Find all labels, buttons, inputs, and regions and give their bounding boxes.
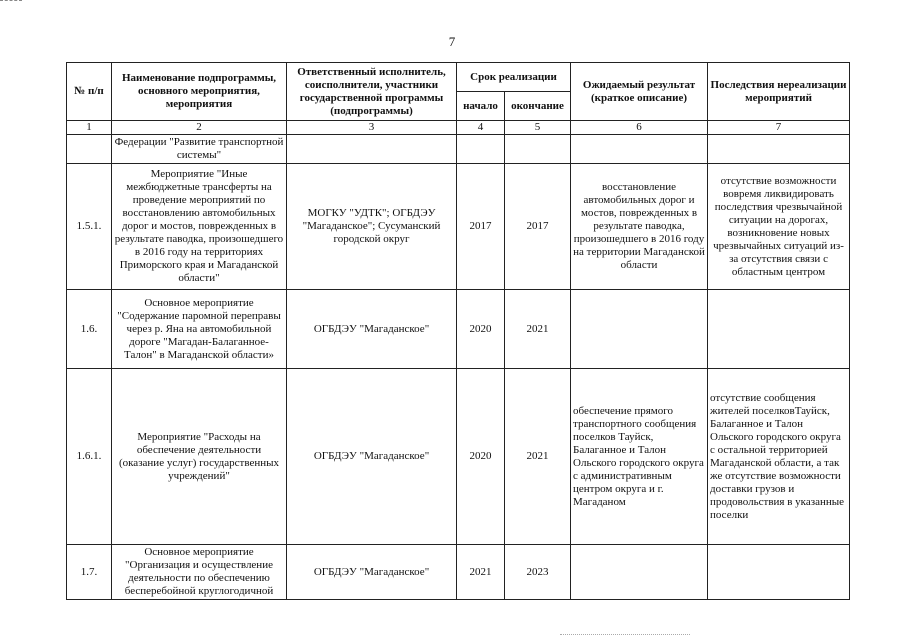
table-row xyxy=(67,369,850,545)
row-executor: ОГБДЭУ "Магаданское" xyxy=(287,545,457,600)
scan-edge-mark xyxy=(560,634,690,639)
header-result: Ожидаемый результат (краткое описание) xyxy=(571,63,708,121)
row-number: 1.5.1. xyxy=(67,164,112,290)
table-row xyxy=(67,545,850,600)
table-row xyxy=(67,290,850,369)
row-start: 2020 xyxy=(457,290,505,369)
column-number: 4 xyxy=(457,121,505,135)
column-number-row xyxy=(67,121,850,135)
row-start: 2020 xyxy=(457,369,505,545)
header-name: Наименование подпрограммы, основного мероприятия, мероприятия xyxy=(112,63,287,121)
column-number: 1 xyxy=(67,121,112,135)
row-start xyxy=(457,135,505,164)
row-consequences: отсутствие возможности вовремя ликвидировать последствия чрезвычайной ситуации на дорогах, возникновение новых чрезвычайных ситуаций из-за отсутствия связи с областным центром xyxy=(708,164,850,290)
page-number: 7 xyxy=(448,34,456,49)
table-row xyxy=(67,164,850,290)
header-term: Срок реализации xyxy=(457,63,571,92)
program-table xyxy=(66,62,850,600)
row-consequences xyxy=(708,135,850,164)
row-executor: ОГБДЭУ "Магаданское" xyxy=(287,369,457,545)
row-result xyxy=(571,545,708,600)
column-number: 7 xyxy=(708,121,850,135)
column-number: 2 xyxy=(112,121,287,135)
row-executor: МОГКУ "УДТК"; ОГБДЭУ "Магаданское"; Сусуманский городской округ xyxy=(287,164,457,290)
header-executor: Ответственный исполнитель, соисполнители, участники государственной программы (подпрограммы) xyxy=(287,63,457,121)
row-number: 1.7. xyxy=(67,545,112,600)
header-end: окончание xyxy=(505,92,571,121)
row-number xyxy=(67,135,112,164)
row-executor xyxy=(287,135,457,164)
column-number: 6 xyxy=(571,121,708,135)
row-end: 2017 xyxy=(505,164,571,290)
row-result xyxy=(571,290,708,369)
row-start: 2021 xyxy=(457,545,505,600)
row-end: 2021 xyxy=(505,290,571,369)
row-result xyxy=(571,135,708,164)
row-name: Федерации "Развитие транспортной системы" xyxy=(112,135,287,164)
scan-corner-mark xyxy=(0,0,22,6)
row-number: 1.6. xyxy=(67,290,112,369)
row-executor: ОГБДЭУ "Магаданское" xyxy=(287,290,457,369)
row-start: 2017 xyxy=(457,164,505,290)
row-consequences xyxy=(708,545,850,600)
row-name: Мероприятие "Расходы на обеспечение деятельности (оказание услуг) государственных учреждений" xyxy=(112,369,287,545)
row-name: Мероприятие "Иные межбюджетные трансферты на проведение мероприятий по восстановлению автомобильных дорог и мостов, поврежденных в результате паводка, произошедшего в 2016 году на территориях Приморского края и Магаданской области" xyxy=(112,164,287,290)
row-name: Основное мероприятие "Содержание паромной переправы через р. Яна на автомобильной дороге "Магадан-Балаганное-Талон" в Магаданской области» xyxy=(112,290,287,369)
row-number: 1.6.1. xyxy=(67,369,112,545)
row-consequences: отсутствие сообщения жителей поселковТауйск, Балаганное и Талон Ольского городского округа с остальной территорией Магаданской области, а так же отсутствие возможности доставки грузов и продовольствия в указанные поселки xyxy=(708,369,850,545)
table-row xyxy=(67,135,850,164)
row-end: 2021 xyxy=(505,369,571,545)
header-consequences: Последствия нереализации мероприятий xyxy=(708,63,850,121)
header-start: начало xyxy=(457,92,505,121)
row-consequences xyxy=(708,290,850,369)
row-end: 2023 xyxy=(505,545,571,600)
column-number: 5 xyxy=(505,121,571,135)
header-num: № п/п xyxy=(67,63,112,121)
row-name: Основное мероприятие "Организация и осуществление деятельности по обеспечению бесперебойной круглогодичной xyxy=(112,545,287,600)
row-result: обеспечение прямого транспортного сообщения поселков Тауйск, Балаганное и Талон Ольского городского округа с административным центром округа и г. Магаданом xyxy=(571,369,708,545)
column-number: 3 xyxy=(287,121,457,135)
row-result: восстановление автомобильных дорог и мостов, поврежденных в результате паводка, произошедшего в 2016 году на территории Магаданской области xyxy=(571,164,708,290)
row-end xyxy=(505,135,571,164)
